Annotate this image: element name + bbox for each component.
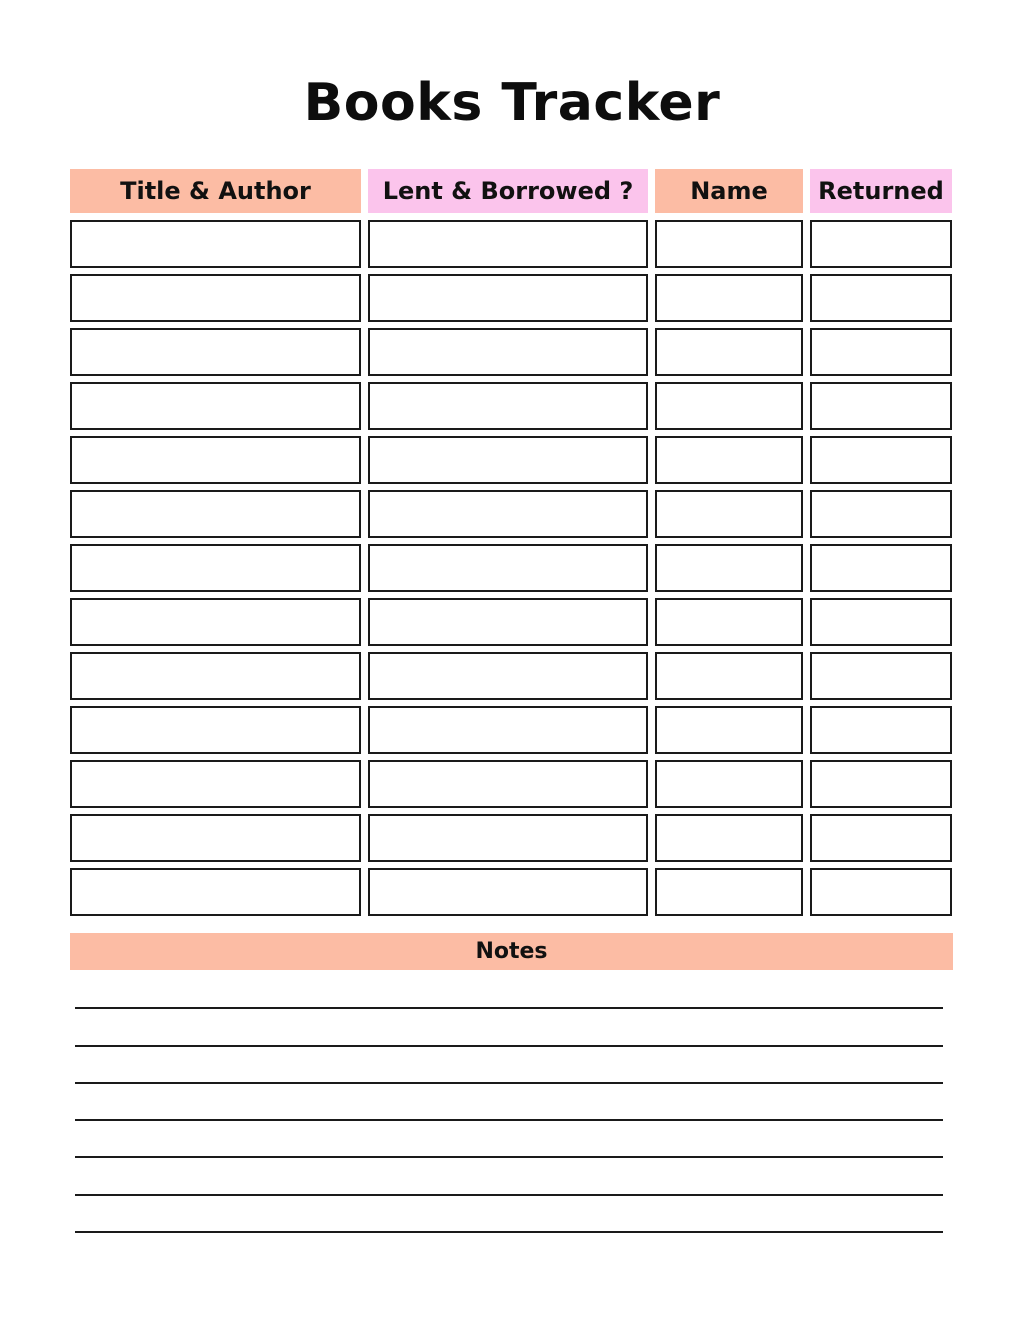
note-line — [75, 1196, 943, 1233]
empty-cell — [368, 652, 648, 700]
empty-cell — [368, 814, 648, 862]
empty-cell — [655, 382, 803, 430]
empty-cell — [368, 274, 648, 322]
empty-cell — [70, 220, 361, 268]
column-header-name: Name — [655, 169, 803, 213]
empty-cell — [70, 436, 361, 484]
empty-cell — [368, 382, 648, 430]
empty-cell — [70, 706, 361, 754]
empty-cell — [70, 328, 361, 376]
empty-cell — [368, 544, 648, 592]
empty-cell — [810, 220, 952, 268]
empty-cell — [70, 814, 361, 862]
empty-cell — [810, 490, 952, 538]
empty-cell — [810, 382, 952, 430]
empty-cell — [655, 814, 803, 862]
empty-cell — [70, 274, 361, 322]
note-line — [75, 1121, 943, 1158]
empty-cell — [368, 490, 648, 538]
notes-header-bar — [70, 933, 953, 970]
empty-cell — [368, 328, 648, 376]
empty-cell — [70, 652, 361, 700]
empty-cell — [810, 814, 952, 862]
empty-cell — [655, 328, 803, 376]
table-body — [70, 220, 952, 916]
column-header-title-author: Title & Author — [70, 169, 361, 213]
empty-cell — [655, 868, 803, 916]
empty-cell — [810, 544, 952, 592]
empty-cell — [810, 436, 952, 484]
empty-cell — [810, 868, 952, 916]
empty-cell — [655, 652, 803, 700]
empty-cell — [368, 436, 648, 484]
empty-cell — [810, 328, 952, 376]
empty-cell — [70, 490, 361, 538]
empty-cell — [655, 220, 803, 268]
notes-lines — [75, 972, 943, 1233]
note-line — [75, 1047, 943, 1084]
empty-cell — [70, 868, 361, 916]
empty-cell — [655, 544, 803, 592]
empty-cell — [810, 652, 952, 700]
empty-cell — [810, 274, 952, 322]
note-line — [75, 972, 943, 1009]
empty-cell — [655, 490, 803, 538]
empty-cell — [368, 598, 648, 646]
note-line — [75, 1084, 943, 1121]
empty-cell — [368, 760, 648, 808]
notes-title: Notes — [475, 939, 548, 964]
empty-cell — [810, 760, 952, 808]
column-header-returned: Returned — [810, 169, 952, 213]
empty-cell — [368, 220, 648, 268]
column-header-lent-borrowed: Lent & Borrowed ? — [368, 169, 648, 213]
empty-cell — [70, 544, 361, 592]
note-line — [75, 1009, 943, 1046]
empty-cell — [70, 760, 361, 808]
empty-cell — [655, 706, 803, 754]
empty-cell — [810, 598, 952, 646]
empty-cell — [368, 706, 648, 754]
empty-cell — [655, 436, 803, 484]
empty-cell — [368, 868, 648, 916]
page-title: Books Tracker — [303, 73, 721, 133]
empty-cell — [70, 598, 361, 646]
empty-cell — [655, 598, 803, 646]
note-line — [75, 1158, 943, 1195]
empty-cell — [655, 760, 803, 808]
empty-cell — [655, 274, 803, 322]
empty-cell — [810, 706, 952, 754]
empty-cell — [70, 382, 361, 430]
table-header-row — [70, 169, 952, 213]
